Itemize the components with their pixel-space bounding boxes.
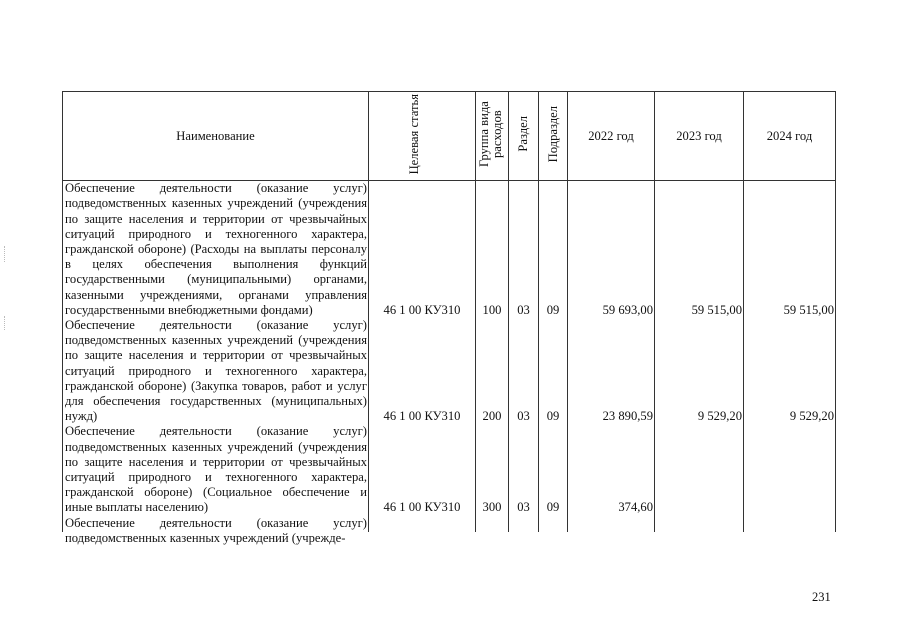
header-2024: 2024 год xyxy=(744,92,836,181)
row-subsection xyxy=(539,516,568,532)
row-expense-group xyxy=(476,516,509,532)
row-2023 xyxy=(655,516,744,532)
row-subsection: 09 xyxy=(539,181,568,318)
row-subsection: 09 xyxy=(539,318,568,424)
scan-margin-mark xyxy=(4,246,7,262)
scan-margin-mark xyxy=(4,316,7,330)
header-name: Наименование xyxy=(63,92,369,181)
row-2022: 23 890,59 xyxy=(568,318,655,424)
row-2022: 374,60 xyxy=(568,424,655,515)
table-row xyxy=(63,516,836,532)
table-header-row xyxy=(63,92,836,181)
row-section: 03 xyxy=(509,424,539,515)
row-target: 46 1 00 КУ310 xyxy=(369,424,476,515)
page-number: 231 xyxy=(812,590,831,604)
table-row xyxy=(63,424,836,515)
row-target xyxy=(369,516,476,532)
budget-table xyxy=(62,91,836,545)
header-expense-group: Группа вида расходов xyxy=(476,92,509,181)
row-section: 03 xyxy=(509,318,539,424)
header-2023: 2023 год xyxy=(655,92,744,181)
row-name: Обеспечение деятельности (оказание услуг) подведомственных казенных учреждений (учреждения по защите населения и территории от чрезвычайных ситуаций природного и техногенного характера, гражданской обороне) (Расходы на выплаты персоналу в целях обеспечения выполнения функций государственными (муниципальными) органами, казенными учреждениями, органами управления государственными внебюджетными фондами) xyxy=(63,181,369,318)
row-2023: 9 529,20 xyxy=(655,318,744,424)
row-target: 46 1 00 КУ310 xyxy=(369,318,476,424)
row-section: 03 xyxy=(509,181,539,318)
row-2024 xyxy=(744,516,836,532)
row-2023: 59 515,00 xyxy=(655,181,744,318)
row-2024: 9 529,20 xyxy=(744,318,836,424)
row-expense-group: 200 xyxy=(476,318,509,424)
table-row xyxy=(63,318,836,424)
row-expense-group: 100 xyxy=(476,181,509,318)
row-target: 46 1 00 КУ310 xyxy=(369,181,476,318)
row-2024 xyxy=(744,424,836,515)
row-2022 xyxy=(568,516,655,532)
header-2022: 2022 год xyxy=(568,92,655,181)
table-row xyxy=(63,181,836,318)
row-name: Обеспечение деятельности (оказание услуг) подведомственных казенных учреждений (учреждения по защите населения и территории от чрезвычайных ситуаций природного и техногенного характера, гражданской обороне) (Закупка товаров, работ и услуг для обеспечения государственных (муниципальных) нужд) xyxy=(63,318,369,424)
header-subsection: Подраздел xyxy=(539,92,568,181)
row-section xyxy=(509,516,539,532)
header-target: Целевая статья xyxy=(369,92,476,181)
row-2023 xyxy=(655,424,744,515)
header-section: Раздел xyxy=(509,92,539,181)
row-2022: 59 693,00 xyxy=(568,181,655,318)
row-subsection: 09 xyxy=(539,424,568,515)
row-2024: 59 515,00 xyxy=(744,181,836,318)
row-name: Обеспечение деятельности (оказание услуг) подведомственных казенных учреждений (учрежде- xyxy=(63,516,369,532)
row-name: Обеспечение деятельности (оказание услуг) подведомственных казенных учреждений (учреждения по защите населения и территории от чрезвычайных ситуаций природного и техногенного характера, гражданской обороне) (Социальное обеспечение и иные выплаты населению) xyxy=(63,424,369,515)
row-expense-group: 300 xyxy=(476,424,509,515)
